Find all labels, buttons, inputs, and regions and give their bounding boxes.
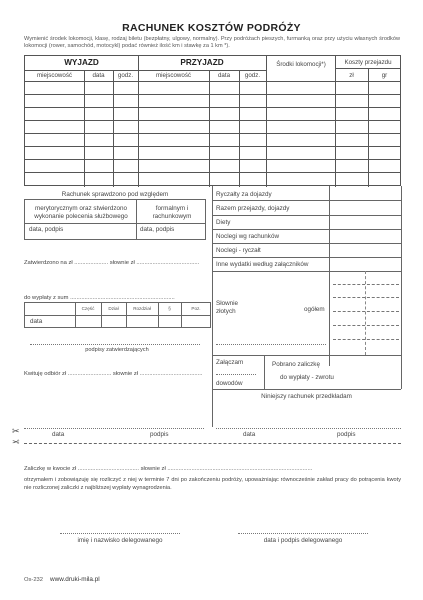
form-title: RACHUNEK KOSZTÓW PODRÓŻY xyxy=(122,22,301,34)
grid-col-dzial: Dział xyxy=(108,306,119,311)
header-przyjazd: PRZYJAZD xyxy=(180,58,224,67)
grid-date-label: data xyxy=(30,318,43,325)
instructions-text: Wymienić środek lokomocji, klasę, rodzaj biletu (bezpłatny, ulgowy, normalny). Przy podróżach pieszych, furmanką oraz przy użyciu własnych środków lokomocji (rower, samochód, motocykl) podać również ilość km i stawkę za 1 km *). xyxy=(24,36,400,50)
total-travel-label: Razem przejazdy, dojazdy xyxy=(216,205,290,212)
travel-table xyxy=(24,55,401,186)
sig-date-1: data xyxy=(52,431,65,438)
advance-amount-line: Zaliczkę w kwocie zł ...................................... słownie zł .......................................................................................... xyxy=(24,466,313,472)
formal-check-label: formalnym i rachunkowym xyxy=(152,205,192,220)
submit-statement: Niniejszy rachunek przedkładam xyxy=(261,393,352,400)
col-srodki: Środki lokomocji*) xyxy=(276,61,326,68)
col-miejscowosc-2: miejscowość xyxy=(155,72,192,79)
advance-obligation-text: otrzymałem i zobowiązuję się rozliczyć z niej w terminie 7 dni po zakończeniu podróży, upoważniając równocześnie zakład pracy do potrącenia kwoty nie rozliczonej zaliczki z najbliższej wypłaty wynagrodzenia. xyxy=(24,477,401,491)
other-expenses-label: Inne wydatki według załączników xyxy=(216,261,309,268)
in-words-label: Słownie złotych xyxy=(216,300,239,315)
date-signature-label-2: data, podpis xyxy=(140,226,175,233)
col-miejscowosc-1: miejscowość xyxy=(36,72,73,79)
col-godz-1: godz. xyxy=(117,72,134,79)
total-label: ogółem xyxy=(304,306,325,313)
col-gr: gr xyxy=(381,72,388,79)
publisher-url: www.druki-mila.pl xyxy=(50,576,100,583)
sig-signature-1: podpis xyxy=(150,431,169,438)
sig-signature-2: podpis xyxy=(337,431,356,438)
grid-col-paragraph: § xyxy=(168,306,171,311)
receipt-acknowledgment-line: Kwituję odbiór zł ........................... słownie zł ....................................... xyxy=(24,371,203,377)
advance-taken-label: Pobrano zaliczkę xyxy=(272,361,320,368)
col-data-1: data xyxy=(92,72,105,79)
scissors-cut-icon: ✂ xyxy=(12,437,20,447)
per-diem-label: Diety xyxy=(216,219,231,226)
lodging-receipts-label: Noclegi wg rachunków xyxy=(216,233,279,240)
verified-heading: Rachunek sprawdzono pod względem xyxy=(61,191,169,198)
col-zl: zł xyxy=(349,72,354,79)
date-signature-label-1: data, podpis xyxy=(29,226,64,233)
scissors-icon: ✂ xyxy=(12,426,20,436)
delegate-signature-label: data i podpis delegowanego xyxy=(263,537,343,544)
approved-amount-line: Zatwierdzono na zł ..................... słownie zł ....................................... xyxy=(24,260,200,266)
col-koszty: Koszty przejazdu xyxy=(344,59,392,66)
grid-col-rozdzial: Rozdział xyxy=(133,306,151,311)
grid-col-poz: Poz. xyxy=(191,306,201,311)
approvers-signatures-label: podpisy zatwierdzających xyxy=(85,347,149,353)
col-godz-2: godz. xyxy=(244,72,261,79)
grid-col-czesc: Część xyxy=(81,306,95,311)
sig-date-2: data xyxy=(243,431,256,438)
flat-rate-commute-label: Ryczałty za dojazdy xyxy=(216,191,272,198)
header-wyjazd: WYJAZD xyxy=(64,58,99,67)
payout-refund-label: do wypłaty - zwrotu xyxy=(280,374,334,381)
substantive-check-label: merytorycznym oraz stwierdzono wykonanie polecenia służbowego xyxy=(34,205,128,220)
attached-label: Załączam xyxy=(216,359,244,366)
documents-count-label: dowodów xyxy=(216,380,243,387)
delegate-name-label: imię i nazwisko delegowanego xyxy=(77,537,163,544)
lodging-flat-label: Noclegi - ryczałt xyxy=(216,247,261,254)
form-code: Os-232 xyxy=(24,577,44,583)
payout-line: do wypłaty z sum ................................................................. xyxy=(24,295,175,301)
col-data-2: data xyxy=(217,72,231,79)
